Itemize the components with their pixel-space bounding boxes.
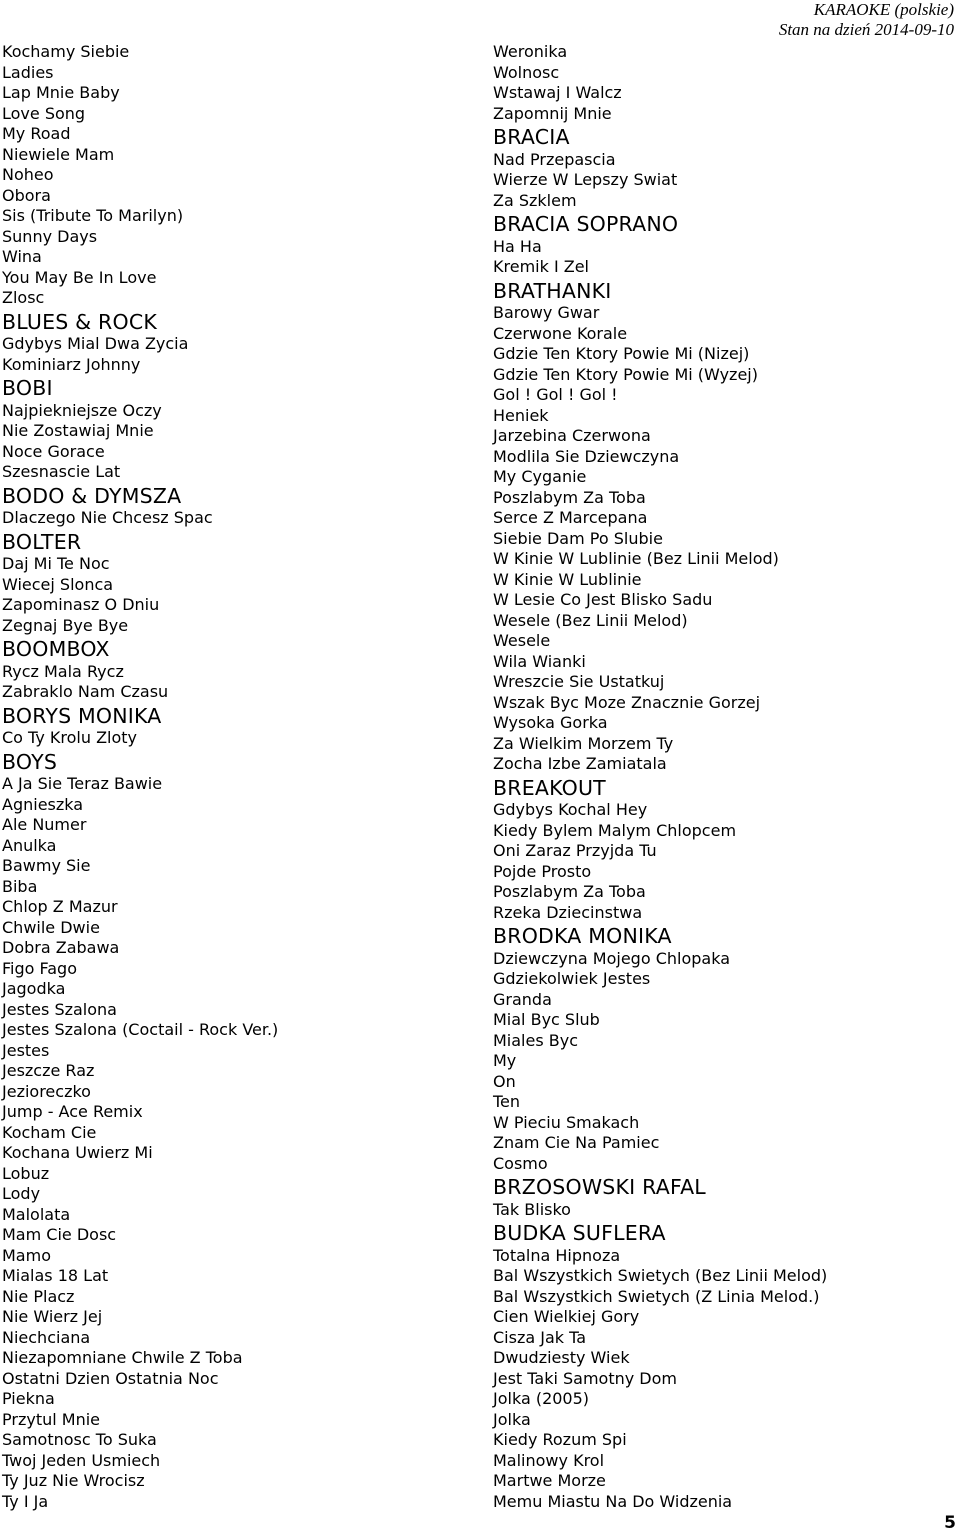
song-title: Noce Gorace xyxy=(2,441,105,461)
song-title: Zocha Izbe Zamiatala xyxy=(493,754,667,773)
song-title: Lap Mnie Baby xyxy=(2,83,120,102)
artist-heading: BOLTER xyxy=(2,529,82,554)
song-title: Wesele (Bez Linii Melod) xyxy=(493,610,688,630)
song-title: Znam Cie Na Pamiec xyxy=(493,1133,660,1152)
song-title: Czerwone Korale xyxy=(493,323,628,343)
song-title: Martwe Morze xyxy=(493,1471,606,1490)
song-title: Love Song xyxy=(2,103,86,123)
song-title: Dobra Zabawa xyxy=(2,938,120,957)
song-title: Bawmy Sie xyxy=(2,856,91,875)
song-title: Wila Wianki xyxy=(493,651,586,671)
song-title: Gdybys Mial Dwa Zycia xyxy=(2,334,189,353)
song-title: Wysoka Gorka xyxy=(493,713,608,732)
song-title: Modlila Sie Dziewczyna xyxy=(493,446,680,466)
song-title: Wolnosc xyxy=(493,62,560,82)
song-title: Poszlabym Za Toba xyxy=(493,487,646,507)
song-title: Nie Wierz Jej xyxy=(2,1307,103,1326)
song-title: Niezapomniane Chwile Z Toba xyxy=(2,1348,243,1367)
song-title: Dlaczego Nie Chcesz Spac xyxy=(2,508,213,527)
artist-heading: BRACIA SOPRANO xyxy=(493,212,679,236)
song-title: Mam Cie Dosc xyxy=(2,1225,117,1244)
song-title: W Pieciu Smakach xyxy=(493,1112,640,1132)
song-title: My xyxy=(493,1051,517,1070)
song-title: Totalna Hipnoza xyxy=(493,1245,621,1265)
song-title: Poszlabym Za Toba xyxy=(493,882,646,901)
song-title: Anulka xyxy=(2,835,57,855)
song-title: Jagodka xyxy=(2,979,66,998)
song-title: Daj Mi Te Noc xyxy=(2,554,110,573)
song-title: Chwile Dwie xyxy=(2,917,100,937)
artist-heading: BORYS MONIKA xyxy=(2,703,162,728)
song-title: Mialas 18 Lat xyxy=(2,1266,109,1285)
song-title: Mial Byc Slub xyxy=(493,1010,600,1029)
song-title: Ale Numer xyxy=(2,815,87,834)
artist-heading: BOYS xyxy=(2,749,58,774)
song-title: Malinowy Krol xyxy=(493,1450,605,1470)
song-title: Ostatni Dzien Ostatnia Noc xyxy=(2,1368,219,1388)
song-title: Weronika xyxy=(493,42,568,61)
song-title: Jestes Szalona xyxy=(2,999,117,1019)
song-title: Miales Byc xyxy=(493,1030,579,1050)
song-title: Twoj Jeden Usmiech xyxy=(2,1450,161,1470)
song-title: Kiedy Rozum Spi xyxy=(493,1430,627,1449)
song-title: Cisza Jak Ta xyxy=(493,1327,587,1347)
song-title: Kochana Uwierz Mi xyxy=(2,1143,153,1162)
song-title: Siebie Dam Po Slubie xyxy=(493,528,663,548)
song-title: Samotnosc To Suka xyxy=(2,1430,157,1449)
song-title: Nie Zostawiaj Mnie xyxy=(2,421,154,440)
song-title: Dziewczyna Mojego Chlopaka xyxy=(493,948,730,968)
song-title: Wierze W Lepszy Swiat xyxy=(493,170,678,189)
song-title: A Ja Sie Teraz Bawie xyxy=(2,774,163,793)
song-title: Gdzie Ten Ktory Powie Mi (Nizej) xyxy=(493,344,750,363)
song-title: Nie Placz xyxy=(2,1286,75,1306)
song-title: Chlop Z Mazur xyxy=(2,897,118,916)
song-title: Sis (Tribute To Marilyn) xyxy=(2,206,184,225)
song-title: Pojde Prosto xyxy=(493,861,592,881)
song-title: Bal Wszystkich Swietych (Bez Linii Melod) xyxy=(493,1266,828,1285)
song-title: Wszak Byc Moze Znacznie Gorzej xyxy=(493,692,761,712)
song-title: Lobuz xyxy=(2,1163,50,1183)
song-title: Dwudziesty Wiek xyxy=(493,1348,630,1367)
song-title: Zabraklo Nam Czasu xyxy=(2,682,169,701)
song-title: Szesnascie Lat xyxy=(2,462,121,481)
artist-heading: BRZOSOWSKI RAFAL xyxy=(493,1175,706,1199)
song-title: Wina xyxy=(2,247,42,266)
song-title: Jest Taki Samotny Dom xyxy=(493,1368,677,1388)
song-title: W Lesie Co Jest Blisko Sadu xyxy=(493,590,713,609)
song-title: Cosmo xyxy=(493,1153,548,1173)
song-title: Zlosc xyxy=(2,288,45,307)
page-number: 5 xyxy=(944,1513,956,1533)
song-title: Ten xyxy=(493,1092,521,1111)
song-title: Obora xyxy=(2,185,51,205)
song-title: Jestes Szalona (Coctail - Rock Ver.) xyxy=(2,1020,279,1039)
song-title: Niechciana xyxy=(2,1327,91,1347)
artist-heading: BLUES & ROCK xyxy=(2,309,157,334)
artist-heading: BODO & DYMSZA xyxy=(2,483,182,508)
song-title: W Kinie W Lublinie (Bez Linii Melod) xyxy=(493,549,779,568)
song-title: Barowy Gwar xyxy=(493,303,600,322)
song-title: Bal Wszystkich Swietych (Z Linia Melod.) xyxy=(493,1286,820,1306)
song-title: Sunny Days xyxy=(2,226,98,246)
song-title: Biba xyxy=(2,876,38,896)
song-title: Zapomnij Mnie xyxy=(493,103,612,123)
song-title: Rycz Mala Rycz xyxy=(2,661,124,681)
song-title: W Kinie W Lublinie xyxy=(493,569,642,589)
artist-heading: BREAKOUT xyxy=(493,775,606,800)
artist-heading: BRODKA MONIKA xyxy=(493,924,672,948)
left-column xyxy=(2,42,472,1512)
song-title: Ty I Ja xyxy=(2,1491,49,1511)
song-title: Memu Miastu Na Do Widzenia xyxy=(493,1491,733,1511)
song-title: My Cyganie xyxy=(493,467,587,486)
song-title: Najpiekniejsze Oczy xyxy=(2,400,162,420)
song-title: Gdziekolwiek Jestes xyxy=(493,969,651,988)
song-title: Zegnaj Bye Bye xyxy=(2,615,129,635)
song-title: Wesele xyxy=(493,631,551,650)
song-title: Piekna xyxy=(2,1389,55,1408)
song-title: Oni Zaraz Przyjda Tu xyxy=(493,841,657,860)
song-title: Cien Wielkiej Gory xyxy=(493,1307,640,1326)
song-title: Ha Ha xyxy=(493,236,542,256)
song-title: Tak Blisko xyxy=(493,1199,571,1219)
right-column xyxy=(493,42,953,1512)
song-title: Ty Juz Nie Wrocisz xyxy=(2,1471,145,1490)
header-title: KARAOKE (polskie) xyxy=(813,0,954,19)
song-title: Lody xyxy=(2,1184,41,1203)
song-title: Jolka xyxy=(493,1409,531,1429)
song-title: Granda xyxy=(493,989,552,1009)
song-title: Serce Z Marcepana xyxy=(493,508,648,527)
song-title: Heniek xyxy=(493,405,549,425)
song-title: On xyxy=(493,1071,516,1091)
song-title: Jeszcze Raz xyxy=(2,1061,95,1080)
song-title: Wiecej Slonca xyxy=(2,574,114,594)
song-title: Wreszcie Sie Ustatkuj xyxy=(493,672,665,691)
song-title: Kremik I Zel xyxy=(493,257,589,276)
song-title: Gol ! Gol ! Gol ! xyxy=(493,385,618,404)
song-title: Jarzebina Czerwona xyxy=(493,426,651,445)
artist-heading: BOOMBOX xyxy=(2,637,110,661)
song-title: Noheo xyxy=(2,165,54,184)
song-title: Ladies xyxy=(2,62,54,82)
song-title: Wstawaj I Walcz xyxy=(493,83,622,102)
song-title: Kochamy Siebie xyxy=(2,42,130,61)
artist-heading: BOBI xyxy=(2,376,53,400)
song-title: Jolka (2005) xyxy=(493,1389,590,1408)
artist-heading: BUDKA SUFLERA xyxy=(493,1221,666,1245)
artist-heading: BRACIA xyxy=(493,125,570,149)
song-title: Za Wielkim Morzem Ty xyxy=(493,733,674,753)
song-title: Za Szklem xyxy=(493,190,577,210)
song-title: Malolata xyxy=(2,1204,71,1224)
song-title: Gdzie Ten Ktory Powie Mi (Wyzej) xyxy=(493,364,758,384)
header-date: Stan na dzień 2014-09-10 xyxy=(778,20,954,39)
song-title: Agnieszka xyxy=(2,794,84,814)
song-title: Jump - Ace Remix xyxy=(2,1102,143,1121)
song-title: Rzeka Dziecinstwa xyxy=(493,902,643,922)
song-title: Jezioreczko xyxy=(2,1081,91,1101)
song-title: Mamo xyxy=(2,1245,51,1265)
page-header xyxy=(779,0,954,40)
song-title: My Road xyxy=(2,124,71,143)
song-title: Kiedy Bylem Malym Chlopcem xyxy=(493,820,737,840)
song-title: Figo Fago xyxy=(2,958,77,978)
song-title: Gdybys Kochal Hey xyxy=(493,800,648,819)
artist-heading: BRATHANKI xyxy=(493,278,612,303)
song-title: You May Be In Love xyxy=(2,267,157,287)
song-title: Jestes xyxy=(2,1040,50,1060)
song-title: Niewiele Mam xyxy=(2,144,115,164)
song-title: Co Ty Krolu Zloty xyxy=(2,728,137,747)
song-title: Kominiarz Johnny xyxy=(2,354,141,374)
song-title: Nad Przepascia xyxy=(493,149,616,169)
song-title: Zapominasz O Dniu xyxy=(2,595,160,614)
song-title: Kocham Cie xyxy=(2,1122,97,1142)
song-title: Przytul Mnie xyxy=(2,1409,100,1429)
